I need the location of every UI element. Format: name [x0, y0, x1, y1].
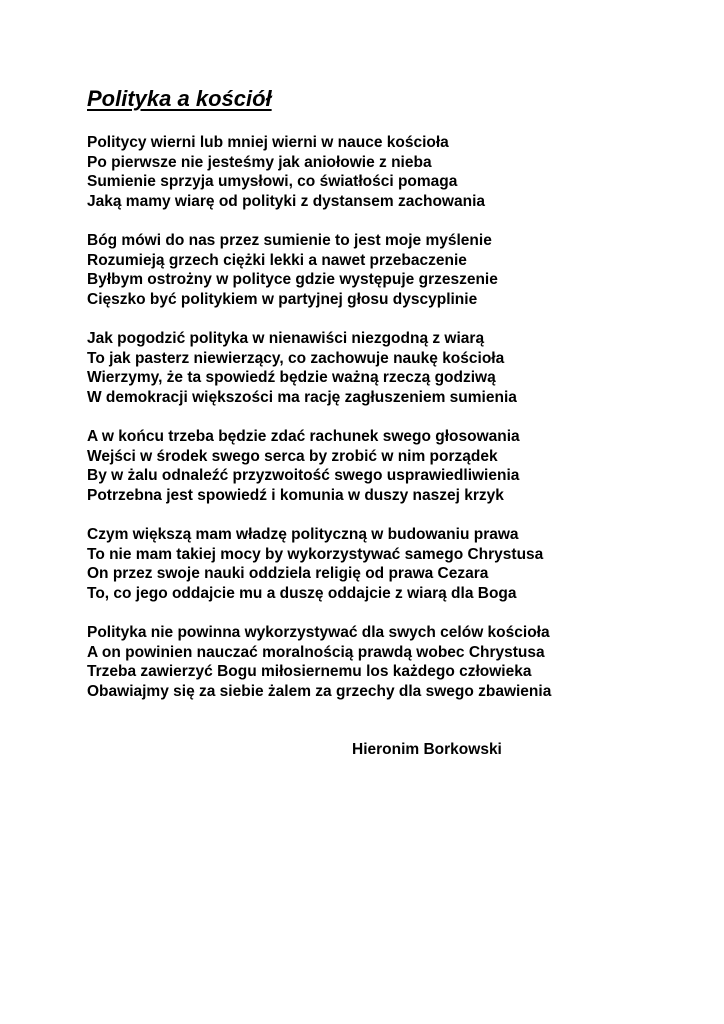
poem-line: Obawiajmy się za siebie żalem za grzechy dla swego zbawienia — [87, 682, 552, 700]
author-signature: Hieronim Borkowski — [352, 741, 502, 758]
poem-line: W demokracji większości ma rację zagłuszeniem sumienia — [87, 388, 517, 406]
poem-line: To, co jego oddajcie mu a duszę oddajcie z wiarą dla Boga — [87, 584, 517, 602]
stanza — [87, 525, 707, 603]
stanza — [87, 623, 707, 701]
poem-line: Wierzymy, że ta spowiedź będzie ważną rzeczą godziwą — [87, 369, 496, 386]
poem-line: Wejści w środek swego serca by zrobić w nim porządek — [87, 447, 498, 465]
poem-line: Po pierwsze nie jesteśmy jak aniołowie z nieba — [87, 153, 432, 171]
poem-line: Polityka nie powinna wykorzystywać dla swych celów kościoła — [87, 624, 550, 641]
poem-line: Politycy wierni lub mniej wierni w nauce kościoła — [87, 134, 449, 151]
stanza — [87, 133, 707, 211]
stanza — [87, 329, 707, 407]
poem-line: Byłbym ostrożny w polityce gdzie występuje grzeszenie — [87, 271, 498, 288]
poem-body — [87, 133, 707, 721]
poem-line: By w żalu odnaleźć przyzwoitość swego usprawiedliwienia — [87, 467, 520, 484]
poem-line: Trzeba zawierzyć Bogu miłosiernemu los każdego człowieka — [87, 663, 532, 680]
poem-line: Sumienie sprzyja umysłowi, co światłości pomaga — [87, 173, 458, 190]
poem-line: Bóg mówi do nas przez sumienie to jest moje myślenie — [87, 232, 492, 249]
poem-line: To nie mam takiej mocy by wykorzystywać samego Chrystusa — [87, 545, 544, 563]
poem-line: Jaką mamy wiarę od polityki z dystansem zachowania — [87, 192, 485, 210]
poem-line: A on powinien nauczać moralnością prawdą wobec Chrystusa — [87, 643, 545, 661]
poem-line: A w końcu trzeba będzie zdać rachunek swego głosowania — [87, 428, 520, 445]
poem-line: Potrzebna jest spowiedź i komunia w duszy naszej krzyk — [87, 486, 504, 504]
stanza — [87, 427, 707, 505]
poem-line: Cięszko być politykiem w partyjnej głosu dyscyplinie — [87, 290, 478, 308]
poem-line: On przez swoje nauki oddziela religię od prawa Cezara — [87, 565, 489, 582]
poem-line: Czym większą mam władzę polityczną w budowaniu prawa — [87, 526, 519, 543]
poem-title: Polityka a kościół — [87, 86, 272, 111]
poem-line: Rozumieją grzech ciężki lekki a nawet przebaczenie — [87, 251, 467, 269]
stanza — [87, 231, 707, 309]
poem-line: Jak pogodzić polityka w nienawiści niezgodną z wiarą — [87, 330, 485, 347]
poem-line: To jak pasterz niewierzący, co zachowuje naukę kościoła — [87, 349, 505, 367]
